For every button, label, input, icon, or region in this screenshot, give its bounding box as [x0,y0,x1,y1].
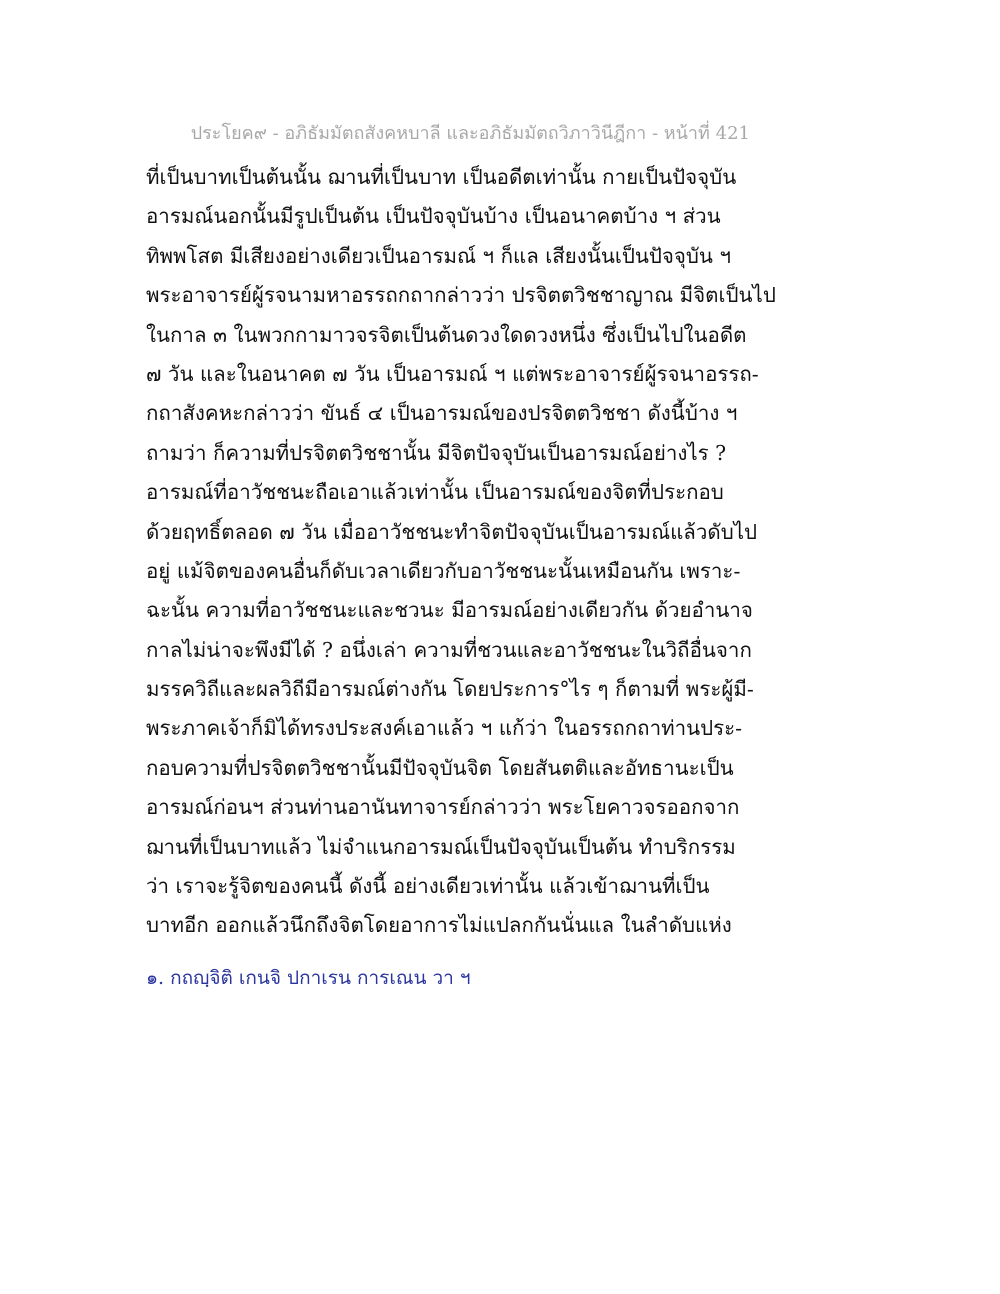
body-line: บาทอีก ออกแล้วนึกถึงจิตโดยอาการไม่แปลกกันนั่นแล ในลำดับแห่ง [146,913,732,938]
body-line: พระอาจารย์ผู้รจนามหาอรรถกถากล่าวว่า ปรจิตตวิชชาญาณ มีจิตเป็นไป [146,283,776,308]
body-line: ฌานที่เป็นบาทแล้ว ไม่จำแนกอารมณ์เป็นปัจจุบันเป็นต้น ทำบริกรรม [146,834,736,859]
body-line: พระภาคเจ้าก็มิได้ทรงประสงค์เอาแล้ว ฯ แก้ว่า ในอรรถกถาท่านประ- [146,716,743,741]
body-line: มรรควิถีและผลวิถีมีอารมณ์ต่างกัน โดยประการ°ไร ๆ ก็ตามที่ พระผู้มี- [146,677,754,702]
body-line: ว่า เราจะรู้จิตของคนนี้ ดังนี้ อย่างเดียวเท่านั้น แล้วเข้าฌานที่เป็น [146,874,710,899]
body-line: ที่เป็นบาทเป็นต้นนั้น ฌานที่เป็นบาท เป็นอดีตเท่านั้น กายเป็นปัจจุบัน [146,165,737,189]
body-line: อารมณ์ก่อนฯ ส่วนท่านอานันทาจารย์กล่าวว่า พระโยคาวจรออกจาก [146,795,740,820]
body-line: อารมณ์นอกนั้นมีรูปเป็นต้น เป็นปัจจุบันบ้าง เป็นอนาคตบ้าง ฯ ส่วน [146,204,721,229]
body-line: ด้วยฤทธิ์ตลอด ๗ วัน เมื่ออาวัชชนะทำจิตปัจจุบันเป็นอารมณ์แล้วดับไป [146,519,758,544]
body-line: อารมณ์ที่อาวัชชนะถือเอาแล้วเท่านั้น เป็นอารมณ์ของจิตที่ประกอบ [146,480,724,505]
body-line: กถาสังคหะกล่าวว่า ขันธ์ ๔ เป็นอารมณ์ของปรจิตตวิชชา ดังนี้บ้าง ฯ [146,401,738,426]
body-line: ๗ วัน และในอนาคต ๗ วัน เป็นอารมณ์ ฯ แต่พระอาจารย์ผู้รจนาอรรถ- [146,361,759,386]
body-line: กอบความที่ปรจิตตวิชชานั้นมีปัจจุบันจิต โดยสันตติและอัทธานะเป็น [146,755,734,780]
body-line: ในกาล ๓ ในพวกกามาวจรจิตเป็นต้นดวงใดดวงหนึ่ง ซึ่งเป็นไปในอดีต [146,322,747,347]
body-line: กาลไม่น่าจะพึงมีได้ ? อนึ่งเล่า ความที่ชวนและอาวัชชนะในวิถีอื่นจาก [146,637,752,662]
body-line: อยู่ แม้จิตของคนอื่นก็ดับเวลาเดียวกับอาวัชชนะนั้นเหมือนกัน เพราะ- [146,558,741,583]
footnote: ๑. กถญฺจิติ เกนจิ ปกาเรน การเณน วา ฯ [146,967,471,989]
running-header: ประโยค๙ - อภิธัมมัตถสังคหบาลี และอภิธัมมัตถวิภาวินีฎีกา - หน้าที่ 421 [190,123,750,144]
body-text [146,158,776,946]
body-line: ฉะนั้น ความที่อาวัชชนะและชวนะ มีอารมณ์อย่างเดียวกัน ด้วยอำนาจ [146,598,753,623]
body-line: ทิพพโสต มีเสียงอย่างเดียวเป็นอารมณ์ ฯ ก็แล เสียงนั้นเป็นปัจจุบัน ฯ [146,243,731,268]
body-line: ถามว่า ก็ความที่ปรจิตตวิชชานั้น มีจิตปัจจุบันเป็นอารมณ์อย่างไร ? [146,440,727,465]
